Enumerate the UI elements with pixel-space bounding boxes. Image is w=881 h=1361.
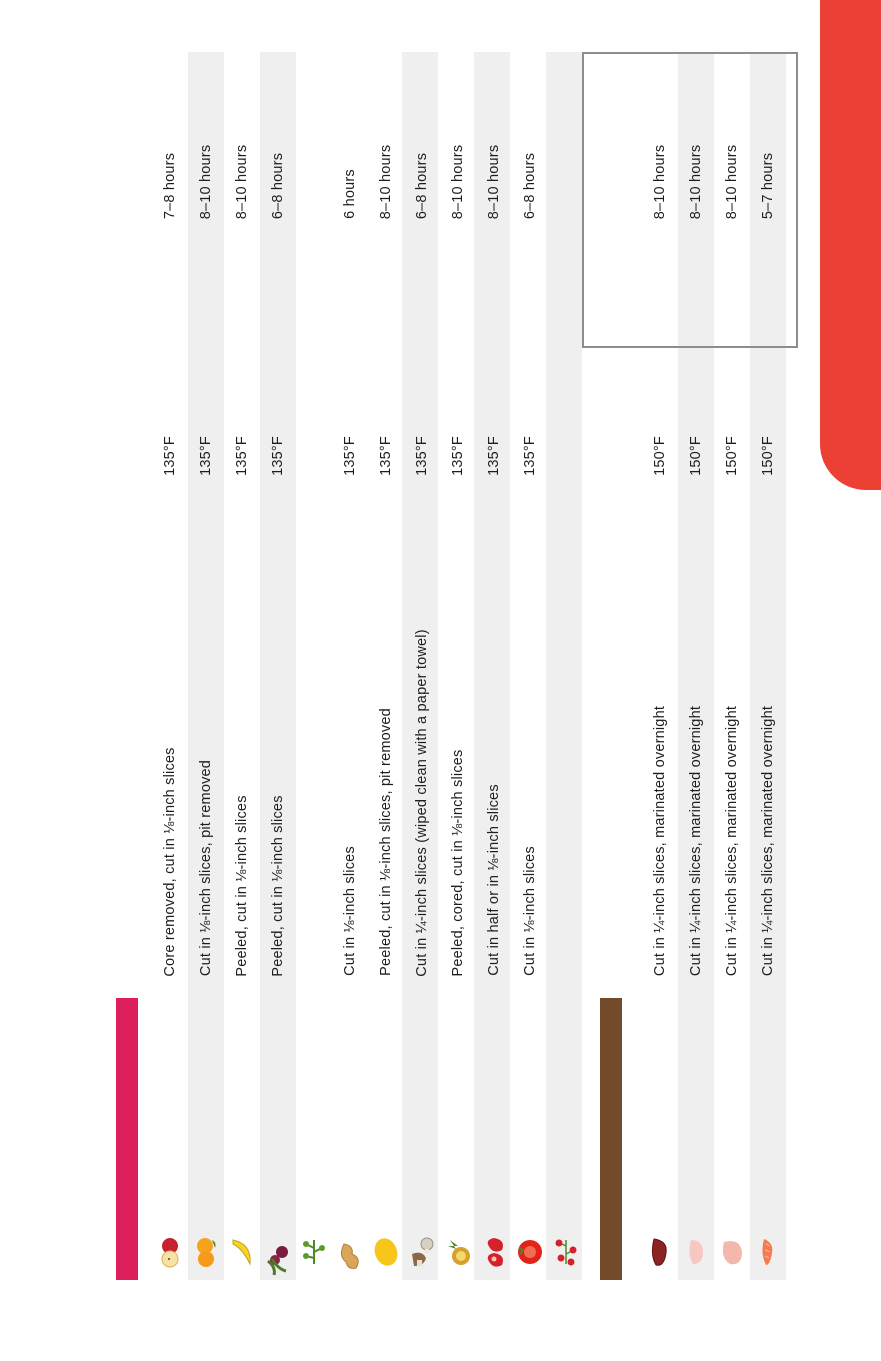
time-text: 6–8 hours — [521, 152, 538, 220]
chicken-icon — [682, 1236, 710, 1268]
time-text: 8–10 hours — [197, 144, 214, 219]
time-text: 8–10 hours — [723, 144, 740, 219]
row-band — [260, 52, 296, 1280]
apple-icon — [156, 1236, 184, 1268]
ginger-icon — [336, 1240, 364, 1272]
fruits-vegetables-header-bar — [116, 998, 138, 1280]
preparation-text: Peeled, cut in ⅛-inch slices — [269, 794, 286, 977]
beef-icon — [646, 1236, 674, 1268]
time-text: 8–10 hours — [687, 144, 704, 219]
preparation-text: Cut in ¼-inch slices, marinated overnight — [687, 705, 704, 977]
preparation-text: Cut in ⅛-inch slices — [341, 846, 358, 976]
preparation-text: Cut in ¼-inch slices, marinated overnight — [759, 705, 776, 977]
apricot-icon — [192, 1236, 220, 1268]
herb-icon — [300, 1236, 328, 1268]
strawberry-icon — [480, 1236, 508, 1268]
temperature-text: 135°F — [269, 436, 286, 476]
preparation-text: Cut in ¼-inch slices (wiped clean with a paper towel) — [413, 628, 430, 977]
temperature-text: 135°F — [485, 436, 502, 476]
section-tab — [820, 0, 881, 490]
temperature-text: 135°F — [161, 436, 178, 476]
preparation-text: Cut in ¼-inch slices, marinated overnight — [651, 705, 668, 977]
pineapple-icon — [444, 1236, 472, 1268]
time-text: 8–10 hours — [651, 144, 668, 219]
preparation-text: Cut in ⅛-inch slices — [521, 846, 538, 976]
temperature-text: 135°F — [521, 436, 538, 476]
time-text: 6 hours — [341, 169, 358, 219]
row-band — [546, 52, 582, 1280]
preparation-text: Cut in ¼-inch slices, marinated overnight — [723, 705, 740, 977]
temperature-text: 135°F — [413, 436, 430, 476]
cherry-tomato-icon — [552, 1236, 580, 1268]
time-text: 5–7 hours — [759, 152, 776, 220]
mushroom-icon — [408, 1236, 436, 1268]
temperature-text: 150°F — [759, 436, 776, 476]
preparation-text: Peeled, cored, cut in ⅛-inch slices — [449, 748, 466, 977]
mango-icon — [372, 1236, 400, 1268]
preparation-text: Core removed, cut in ⅛-inch slices — [161, 746, 178, 977]
turkey-icon — [718, 1236, 746, 1268]
preparation-text: Cut in half or in ⅛-inch slices — [485, 784, 502, 976]
time-text: 8–10 hours — [233, 144, 250, 219]
tomato-icon — [516, 1236, 544, 1268]
temperature-text: 135°F — [377, 436, 394, 476]
temperature-text: 150°F — [723, 436, 740, 476]
time-text: 8–10 hours — [485, 144, 502, 219]
beet-icon — [264, 1245, 292, 1277]
temperature-text: 135°F — [233, 436, 250, 476]
row-band — [474, 52, 510, 1280]
time-text: 8–10 hours — [377, 144, 394, 219]
preparation-text: Peeled, cut in ⅛-inch slices — [233, 794, 250, 977]
temperature-text: 135°F — [449, 436, 466, 476]
temperature-text: 135°F — [341, 436, 358, 476]
time-text: 6–8 hours — [269, 152, 286, 220]
temperature-text: 150°F — [651, 436, 668, 476]
time-text: 8–10 hours — [449, 144, 466, 219]
row-band — [188, 52, 224, 1280]
banana-icon — [228, 1236, 256, 1268]
preparation-text: Cut in ⅛-inch slices, pit removed — [197, 759, 214, 977]
meats-header-bar — [600, 998, 622, 1280]
preparation-text: Peeled, cut in ⅛-inch slices, pit removed — [377, 708, 394, 976]
time-text: 7–8 hours — [161, 152, 178, 220]
temperature-text: 150°F — [687, 436, 704, 476]
temperature-text: 135°F — [197, 436, 214, 476]
salmon-icon — [754, 1236, 782, 1268]
time-text: 6–8 hours — [413, 152, 430, 220]
